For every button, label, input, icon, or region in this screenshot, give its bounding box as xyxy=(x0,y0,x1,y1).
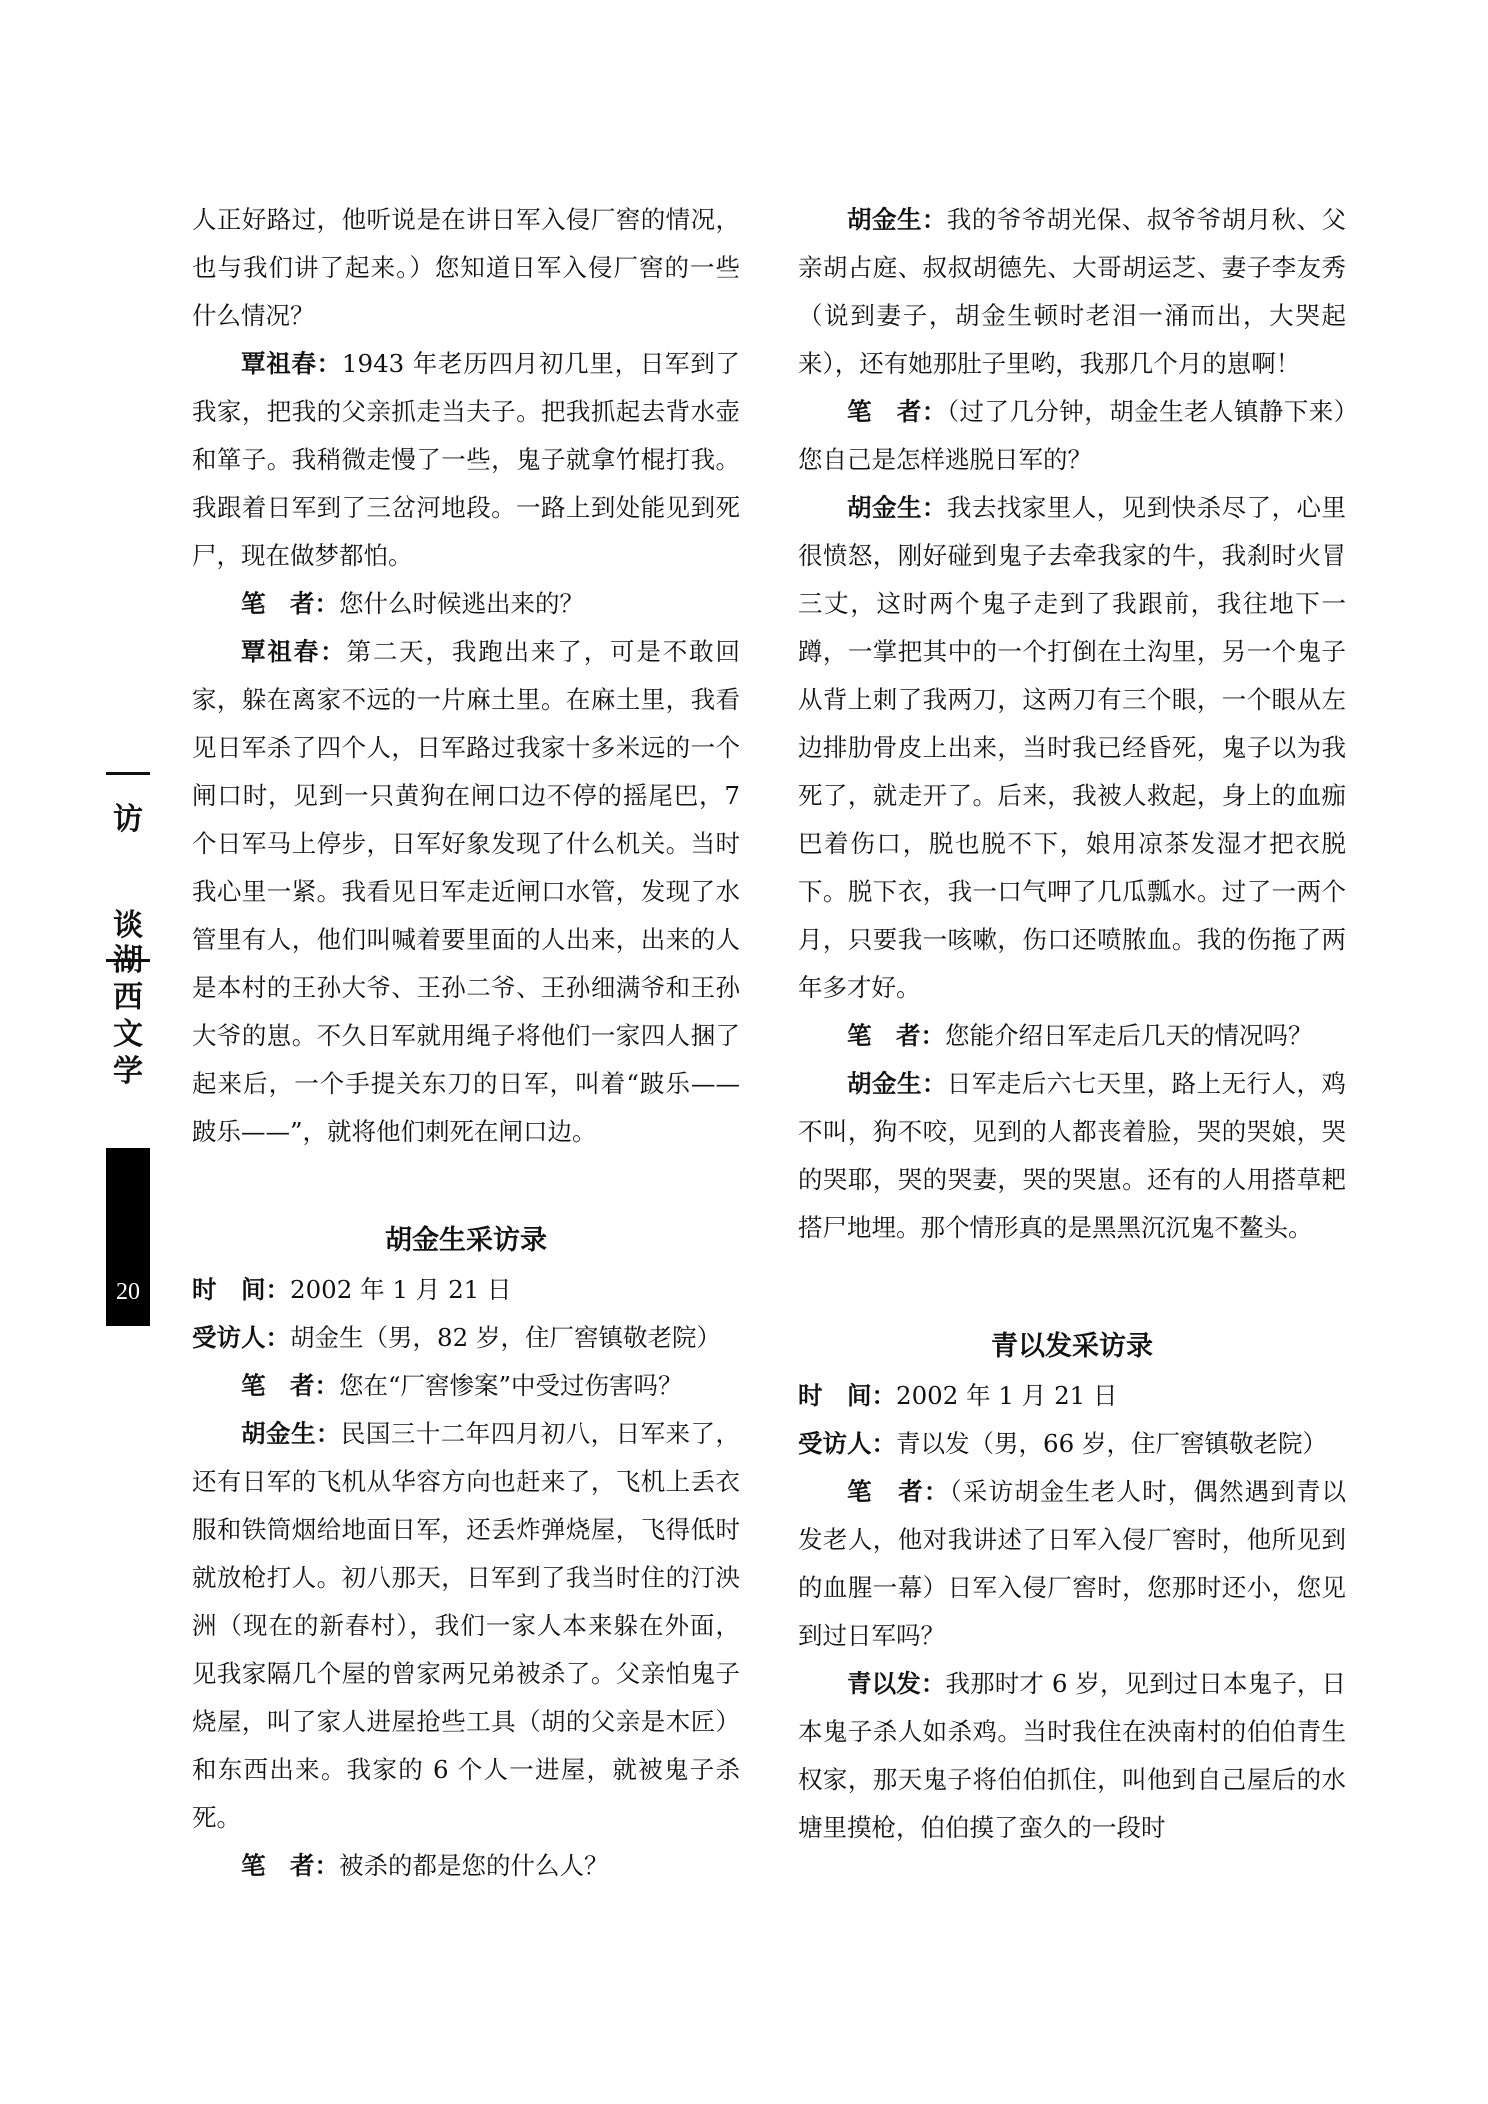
speaker-label: 胡金生： xyxy=(847,1069,947,1098)
speaker-label: 笔 者： xyxy=(847,1477,950,1506)
paragraph-text: 您什么时候逃出来的？ xyxy=(339,589,584,618)
meta-line xyxy=(192,1314,740,1362)
paragraph xyxy=(798,1660,1346,1852)
paragraph-text: 第二天，我跑出来了，可是不敢回家，躲在离家不远的一片麻土里。在麻土里，我看见日军杀了四个人，日军路过我家十多米远的一个闸口时，见到一只黄狗在闸口边不停的摇尾巴，7 个日军马上停步，日军好象发现了什么机关。当时我心里一紧。我看见日军走近闸口水管，发现了水管里有人，他们叫喊着要里面的人出来，出来的人是本村的王孙大爷、王孙二爷、王孙细满爷和王孙大爷的崽。不久日军就用绳子将他们一家四人捆了起来后，一个手提关东刀的日军，叫着“跛乐——跛乐——”，就将他们刺死在闸口边。 xyxy=(192,637,741,1146)
paragraph-text: 日军走后六七天里，路上无行人，鸡不叫，狗不咬，见到的人都丧着脸，哭的哭娘，哭的哭耶，哭的哭妻，哭的哭崽。还有的人用搭草耙搭尸地埋。那个情形真的是黑黑沉沉鬼不鳌头。 xyxy=(798,1069,1347,1242)
speaker-label: 笔 者： xyxy=(847,397,947,426)
meta-value: 2002 年 1 月 21 日 xyxy=(290,1275,512,1304)
paragraph xyxy=(192,628,740,1156)
spacer xyxy=(192,1156,740,1192)
masthead-char: 文 xyxy=(113,1017,143,1052)
meta-value: 青以发（男，66 岁，住厂窖镇敬老院） xyxy=(896,1429,1327,1458)
meta-label: 时 间： xyxy=(192,1275,290,1304)
masthead-char: 西 xyxy=(113,980,143,1015)
speaker-label: 笔 者： xyxy=(241,1371,339,1400)
paragraph xyxy=(798,1468,1346,1660)
meta-line xyxy=(192,1266,740,1314)
meta-value: 胡金生（男，82 岁，住厂窖镇敬老院） xyxy=(290,1323,721,1352)
paragraph-text: 您能介绍日军走后几天的情况吗？ xyxy=(945,1021,1313,1050)
paragraph-text: （过了几分钟，胡金生老人镇静下来）您自己是怎样逃脱日军的？ xyxy=(798,397,1347,474)
masthead-char: 湖 xyxy=(113,943,143,978)
speaker-label: 青以发： xyxy=(847,1669,946,1698)
paragraph-text: 人正好路过，他听说是在讲日军入侵厂窖的情况，也与我们讲了起来。）您知道日军入侵厂窖的一些什么情况？ xyxy=(192,205,740,330)
top-rule xyxy=(106,772,150,775)
speaker-label: 覃祖春： xyxy=(241,349,342,378)
masthead-logo xyxy=(106,942,150,1090)
meta-line xyxy=(798,1420,1346,1468)
paragraph xyxy=(192,1842,740,1890)
meta-value: 2002 年 1 月 21 日 xyxy=(896,1381,1118,1410)
section-char-tan: 谈 xyxy=(113,908,143,943)
right-column xyxy=(798,196,1346,1852)
meta-label: 受访人： xyxy=(192,1323,290,1352)
spacer xyxy=(798,1252,1346,1298)
speaker-label: 覃祖春： xyxy=(241,637,347,666)
paragraph-text: 我去找家里人，见到快杀尽了，心里很愤怒，刚好碰到鬼子去牵我家的牛，我刹时火冒三丈，这时两个鬼子走到了我跟前，我往地下一蹲，一掌把其中的一个打倒在土沟里，另一个鬼子从背上刺了我两刀，这两刀有三个眼，一个眼从左边排肋骨皮上出来，当时我已经昏死，鬼子以为我死了，就走开了。后来，我被人救起，身上的血痂巴着伤口，脱也脱不下，娘用凉茶发湿才把衣脱下。脱下衣，我一口气呷了几瓜瓢水。过了一两个月，只要我一咳嗽，伤口还喷脓血。我的伤拖了两年多才好。 xyxy=(798,493,1347,1002)
paragraph xyxy=(798,196,1346,388)
paragraph xyxy=(798,1012,1346,1060)
meta-line xyxy=(798,1372,1346,1420)
paragraph-text: 您在“厂窖惨案”中受过伤害吗？ xyxy=(339,1371,683,1400)
page-number-bar xyxy=(106,1148,150,1326)
speaker-label: 笔 者： xyxy=(241,1851,339,1880)
left-column xyxy=(192,196,740,1890)
paragraph-text: 我那时才 6 岁，见到过日本鬼子，日本鬼子杀人如杀鸡。当时我住在泱南村的伯伯青生权家，那天鬼子将伯伯抓住，叫他到自己屋后的水塘里摸枪，伯伯摸了蛮久的一段时 xyxy=(798,1669,1346,1842)
paragraph-text: （采访胡金生老人时，偶然遇到青以发老人，他对我讲述了日军入侵厂窖时，他所见到的血腥一幕）日军入侵厂窖时，您那时还小，您见到过日军吗？ xyxy=(798,1477,1347,1650)
paragraph-text: 1943 年老历四月初几里，日军到了我家，把我的父亲抓走当夫子。把我抓起去背水壶和箪子。我稍微走慢了一些，鬼子就拿竹棍打我。我跟着日军到了三岔河地段。一路上到处能见到死尸，现在做梦都怕。 xyxy=(192,349,741,570)
speaker-label: 胡金生： xyxy=(241,1419,341,1448)
paragraph-text: 我的爷爷胡光保、叔爷爷胡月秋、父亲胡占庭、叔叔胡德先、大哥胡运芝、妻子李友秀（说到妻子，胡金生顿时老泪一涌而出，大哭起来），还有她那肚子里哟，我那几个月的崽啊！ xyxy=(798,205,1347,378)
section-char-fang: 访 xyxy=(113,802,143,837)
meta-label: 时 间： xyxy=(798,1381,896,1410)
paragraph xyxy=(798,1060,1346,1252)
paragraph xyxy=(192,196,740,340)
masthead-char: 学 xyxy=(113,1054,143,1089)
paragraph xyxy=(798,484,1346,1012)
speaker-label: 胡金生： xyxy=(847,205,947,234)
speaker-label: 笔 者： xyxy=(847,1021,945,1050)
paragraph-text: 民国三十二年四月初八，日军来了，还有日军的飞机从华容方向也赶来了，飞机上丢衣服和铁筒烟给地面日军，还丢炸弹烧屋，飞得低时就放枪打人。初八那天，日军到了我当时住的汀泱洲（现在的新春村），我们一家人本来躲在外面，见我家隔几个屋的曾家两兄弟被杀了。父亲怕鬼子烧屋，叫了家人进屋抢些工具（胡的父亲是木匠）和东西出来。我家的 6 个人一进屋，就被鬼子杀死。 xyxy=(192,1419,741,1832)
speaker-label: 笔 者： xyxy=(241,589,339,618)
paragraph xyxy=(192,340,740,580)
paragraph xyxy=(192,1362,740,1410)
speaker-label: 胡金生： xyxy=(847,493,947,522)
section-title: 胡金生采访录 xyxy=(385,1225,547,1256)
section-title: 青以发采访录 xyxy=(991,1331,1153,1362)
paragraph xyxy=(798,388,1346,484)
paragraph xyxy=(192,1410,740,1842)
paragraph xyxy=(192,580,740,628)
meta-label: 受访人： xyxy=(798,1429,896,1458)
page-number: 20 xyxy=(116,1279,140,1305)
paragraph-text: 被杀的都是您的什么人？ xyxy=(339,1851,609,1880)
